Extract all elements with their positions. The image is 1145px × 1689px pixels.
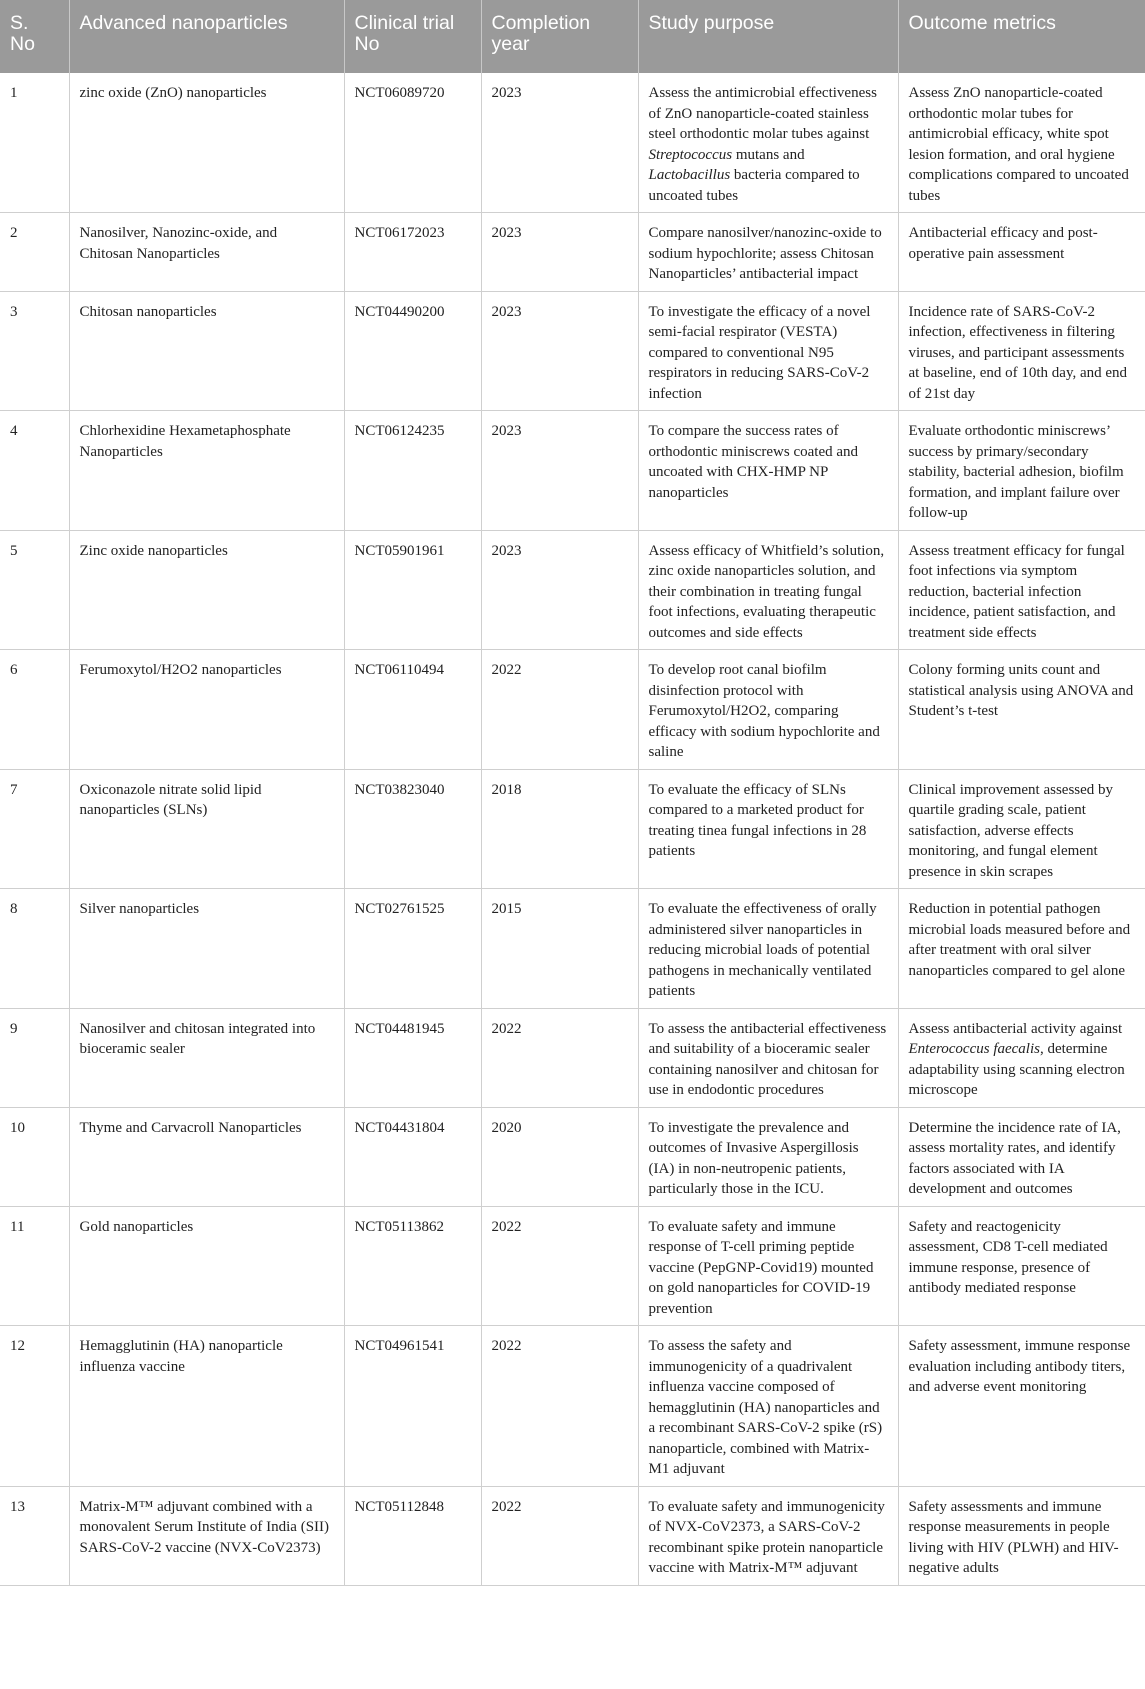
study-purpose-cell: Assess efficacy of Whitfield’s solution, zinc oxide nanoparticles solution, and their combination in treating fungal foot infections, evaluating therapeutic outcomes and side effects: [638, 530, 898, 650]
study-purpose-cell: To evaluate the effectiveness of orally administered silver nanoparticles in reducing microbial loads of potential pathogens in mechanically ventilated patients: [638, 889, 898, 1009]
study-purpose-cell: To develop root canal biofilm disinfection protocol with Ferumoxytol/H2O2, comparing efficacy with sodium hypochlorite and saline: [638, 650, 898, 770]
table-body: [0, 73, 1145, 1585]
study-purpose-cell: Assess the antimicrobial effectiveness of ZnO nanoparticle-coated stainless steel orthodontic molar tubes against Streptococcus mutans and Lactobacillus bacteria compared to uncoated tubes: [638, 73, 898, 213]
table-row: [0, 769, 1145, 889]
nanoparticle-cell: Chlorhexidine Hexametaphosphate Nanoparticles: [69, 411, 344, 531]
trial-no-cell: NCT06172023: [344, 213, 481, 292]
nanoparticle-cell: Hemagglutinin (HA) nanoparticle influenza vaccine: [69, 1326, 344, 1487]
nanoparticle-cell: zinc oxide (ZnO) nanoparticles: [69, 73, 344, 213]
completion-year-cell: 2022: [481, 650, 638, 770]
outcome-metrics-cell: Clinical improvement assessed by quartile grading scale, patient satisfaction, adverse effects monitoring, and fungal element presence in skin scrapes: [898, 769, 1145, 889]
nanoparticle-cell: Nanosilver, Nanozinc-oxide, and Chitosan Nanoparticles: [69, 213, 344, 292]
trial-no-cell: NCT03823040: [344, 769, 481, 889]
outcome-metrics-cell: Antibacterial efficacy and post-operative pain assessment: [898, 213, 1145, 292]
completion-year-cell: 2022: [481, 1326, 638, 1487]
nanoparticle-cell: Ferumoxytol/H2O2 nanoparticles: [69, 650, 344, 770]
header-nanoparticles: Advanced nanoparticles: [69, 0, 344, 73]
completion-year-cell: 2020: [481, 1107, 638, 1206]
nanoparticle-cell: Oxiconazole nitrate solid lipid nanoparticles (SLNs): [69, 769, 344, 889]
outcome-metrics-cell: Safety assessment, immune response evaluation including antibody titers, and adverse event monitoring: [898, 1326, 1145, 1487]
header-outcome-metrics: Outcome metrics: [898, 0, 1145, 73]
table-row: [0, 213, 1145, 292]
serial-no-cell: 2: [0, 213, 69, 292]
header-trial-no: Clinical trial No: [344, 0, 481, 73]
outcome-metrics-cell: Evaluate orthodontic miniscrews’ success by primary/secondary stability, bacterial adhesion, biofilm formation, and implant failure over follow-up: [898, 411, 1145, 531]
table-header: [0, 0, 1145, 73]
nanoparticle-cell: Thyme and Carvacroll Nanoparticles: [69, 1107, 344, 1206]
serial-no-cell: 12: [0, 1326, 69, 1487]
study-purpose-cell: To evaluate safety and immunogenicity of NVX-CoV2373, a SARS-CoV-2 recombinant spike protein nanoparticle vaccine with Matrix-M™ adjuvant: [638, 1486, 898, 1585]
table-row: [0, 889, 1145, 1009]
header-study-purpose: Study purpose: [638, 0, 898, 73]
outcome-metrics-cell: Safety assessments and immune response measurements in people living with HIV (PLWH) and HIV-negative adults: [898, 1486, 1145, 1585]
study-purpose-cell: To evaluate the efficacy of SLNs compared to a marketed product for treating tinea fungal infections in 28 patients: [638, 769, 898, 889]
trial-no-cell: NCT06124235: [344, 411, 481, 531]
serial-no-cell: 10: [0, 1107, 69, 1206]
completion-year-cell: 2023: [481, 291, 638, 411]
outcome-metrics-cell: Colony forming units count and statistical analysis using ANOVA and Student’s t-test: [898, 650, 1145, 770]
trial-no-cell: NCT04961541: [344, 1326, 481, 1487]
completion-year-cell: 2023: [481, 73, 638, 213]
trial-no-cell: NCT06110494: [344, 650, 481, 770]
serial-no-cell: 11: [0, 1206, 69, 1326]
study-purpose-cell: To investigate the prevalence and outcomes of Invasive Aspergillosis (IA) in non-neutropenic patients, particularly those in the ICU.: [638, 1107, 898, 1206]
study-purpose-cell: To assess the safety and immunogenicity of a quadrivalent influenza vaccine composed of hemagglutinin (HA) nanoparticles and a recombinant SARS-CoV-2 spike (rS) nanoparticle, combined with Matrix-M1 adjuvant: [638, 1326, 898, 1487]
table-row: [0, 291, 1145, 411]
nanoparticle-cell: Chitosan nanoparticles: [69, 291, 344, 411]
table-row: [0, 650, 1145, 770]
outcome-metrics-cell: Safety and reactogenicity assessment, CD8 T-cell mediated immune response, presence of antibody mediated response: [898, 1206, 1145, 1326]
trial-no-cell: NCT04490200: [344, 291, 481, 411]
outcome-metrics-cell: Incidence rate of SARS-CoV-2 infection, effectiveness in filtering viruses, and participant assessments at baseline, end of 10th day, and end of 21st day: [898, 291, 1145, 411]
nanoparticle-cell: Zinc oxide nanoparticles: [69, 530, 344, 650]
nanoparticle-cell: Silver nanoparticles: [69, 889, 344, 1009]
table-row: [0, 530, 1145, 650]
table-row: [0, 1326, 1145, 1487]
serial-no-cell: 7: [0, 769, 69, 889]
outcome-metrics-cell: Assess antibacterial activity against Enterococcus faecalis, determine adaptability using scanning electron microscope: [898, 1008, 1145, 1107]
table-row: [0, 411, 1145, 531]
trial-no-cell: NCT05112848: [344, 1486, 481, 1585]
completion-year-cell: 2023: [481, 213, 638, 292]
serial-no-cell: 6: [0, 650, 69, 770]
completion-year-cell: 2022: [481, 1206, 638, 1326]
nanoparticle-cell: Nanosilver and chitosan integrated into bioceramic sealer: [69, 1008, 344, 1107]
table-row: [0, 1486, 1145, 1585]
study-purpose-cell: To investigate the efficacy of a novel semi-facial respirator (VESTA) compared to conventional N95 respirators in reducing SARS-CoV-2 infection: [638, 291, 898, 411]
completion-year-cell: 2015: [481, 889, 638, 1009]
trial-no-cell: NCT05901961: [344, 530, 481, 650]
outcome-metrics-cell: Assess treatment efficacy for fungal foot infections via symptom reduction, bacterial infection incidence, patient satisfaction, and treatment side effects: [898, 530, 1145, 650]
completion-year-cell: 2023: [481, 530, 638, 650]
serial-no-cell: 9: [0, 1008, 69, 1107]
trial-no-cell: NCT04431804: [344, 1107, 481, 1206]
header-serial-no: S. No: [0, 0, 69, 73]
study-purpose-cell: To compare the success rates of orthodontic miniscrews coated and uncoated with CHX-HMP NP nanoparticles: [638, 411, 898, 531]
serial-no-cell: 5: [0, 530, 69, 650]
header-row: [0, 0, 1145, 73]
study-purpose-cell: To assess the antibacterial effectiveness and suitability of a bioceramic sealer containing nanosilver and chitosan for use in endodontic procedures: [638, 1008, 898, 1107]
outcome-metrics-cell: Reduction in potential pathogen microbial loads measured before and after treatment with oral silver nanoparticles compared to gel alone: [898, 889, 1145, 1009]
completion-year-cell: 2018: [481, 769, 638, 889]
completion-year-cell: 2023: [481, 411, 638, 531]
trial-no-cell: NCT06089720: [344, 73, 481, 213]
study-purpose-cell: Compare nanosilver/nanozinc-oxide to sodium hypochlorite; assess Chitosan Nanoparticles’ antibacterial impact: [638, 213, 898, 292]
trial-no-cell: NCT04481945: [344, 1008, 481, 1107]
completion-year-cell: 2022: [481, 1486, 638, 1585]
outcome-metrics-cell: Determine the incidence rate of IA, assess mortality rates, and identify factors associated with IA development and outcomes: [898, 1107, 1145, 1206]
serial-no-cell: 3: [0, 291, 69, 411]
serial-no-cell: 8: [0, 889, 69, 1009]
nanoparticle-cell: Gold nanoparticles: [69, 1206, 344, 1326]
table-row: [0, 1206, 1145, 1326]
trial-no-cell: NCT02761525: [344, 889, 481, 1009]
table-row: [0, 73, 1145, 213]
outcome-metrics-cell: Assess ZnO nanoparticle-coated orthodontic molar tubes for antimicrobial efficacy, white spot lesion formation, and oral hygiene complications compared to uncoated tubes: [898, 73, 1145, 213]
serial-no-cell: 1: [0, 73, 69, 213]
trial-no-cell: NCT05113862: [344, 1206, 481, 1326]
serial-no-cell: 4: [0, 411, 69, 531]
nanoparticle-cell: Matrix-M™ adjuvant combined with a monovalent Serum Institute of India (SII) SARS-CoV-2 vaccine (NVX-CoV2373): [69, 1486, 344, 1585]
study-purpose-cell: To evaluate safety and immune response of T-cell priming peptide vaccine (PepGNP-Covid19) mounted on gold nanoparticles for COVID-19 prevention: [638, 1206, 898, 1326]
completion-year-cell: 2022: [481, 1008, 638, 1107]
table-row: [0, 1008, 1145, 1107]
header-completion-year: Completion year: [481, 0, 638, 73]
serial-no-cell: 13: [0, 1486, 69, 1585]
table-row: [0, 1107, 1145, 1206]
